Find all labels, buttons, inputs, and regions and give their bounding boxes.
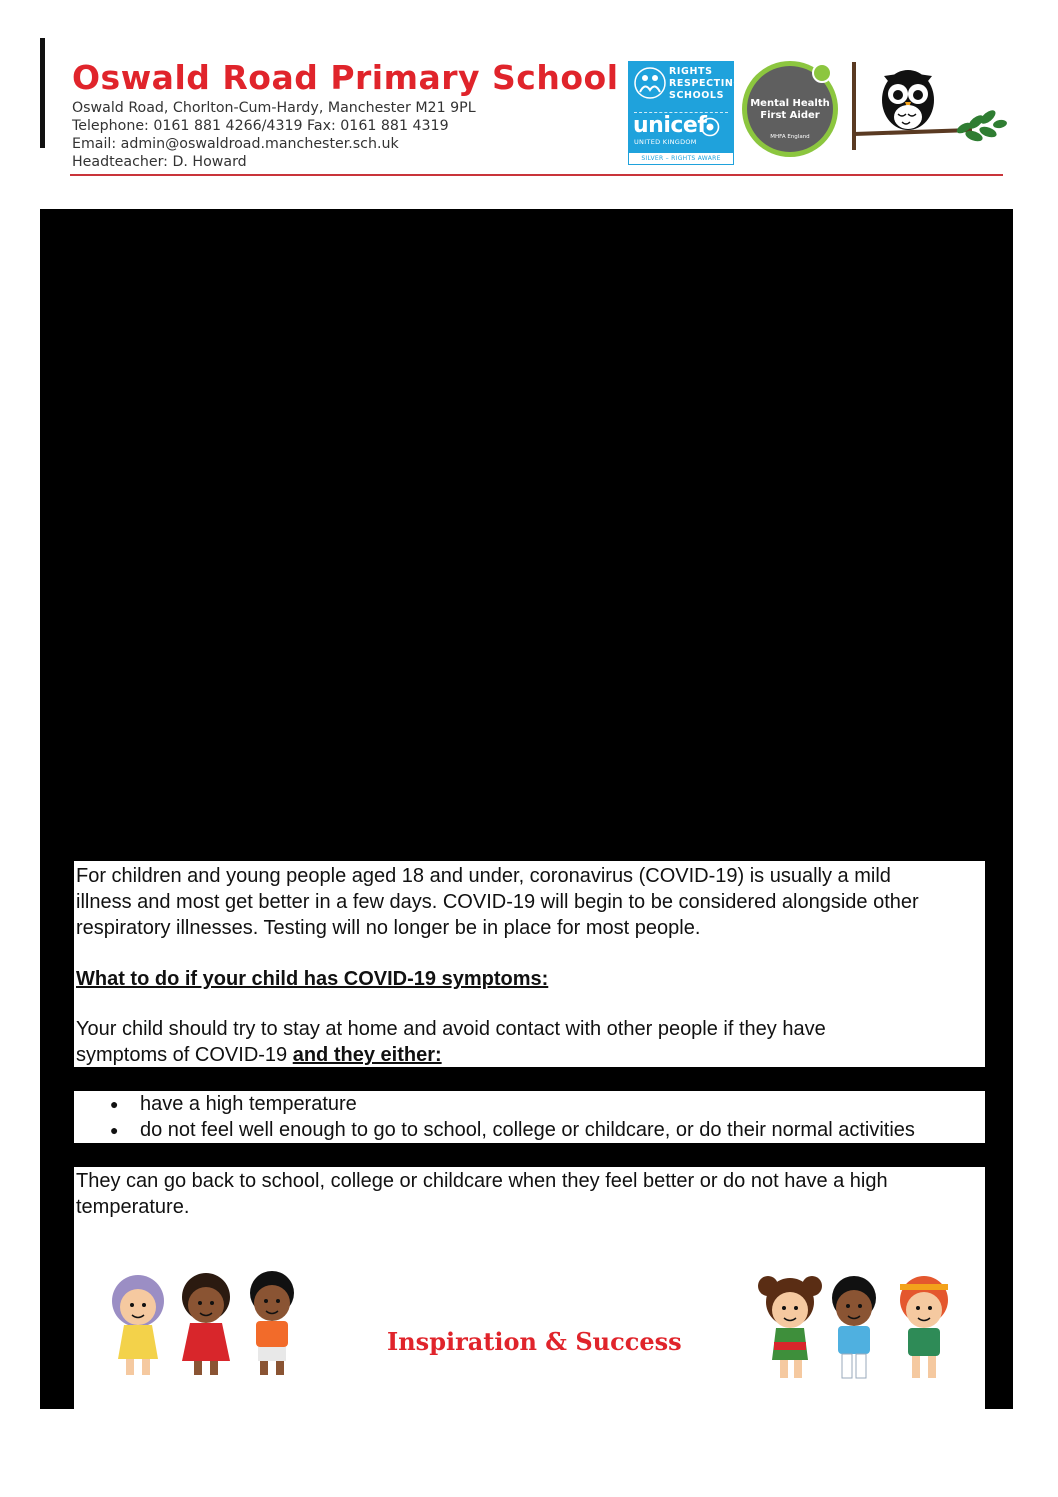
symptom-bullet-list — [74, 1091, 985, 1143]
mhfa-label-3: MHFA England — [770, 134, 810, 140]
unicef-globe-icon — [700, 117, 720, 137]
rrs-label-1: RIGHTS — [669, 66, 713, 77]
mhfa-label-2: First Aider — [760, 110, 820, 121]
return-line-2: temperature. — [76, 1196, 190, 1218]
intro-line-2: illness and most get better in a few days. COVID-19 will begin to be considered alongside other — [76, 891, 919, 913]
bullet-icon: ● — [110, 1122, 119, 1138]
return-line-1: They can go back to school, college or childcare when they feel better or do not have a high — [76, 1170, 888, 1192]
school-motto: Inspiration & Success — [387, 1327, 682, 1356]
black-gap-2 — [74, 1143, 985, 1167]
intro-line-1: For children and young people aged 18 and under, coronavirus (COVID-19) is usually a mild — [76, 865, 891, 887]
rights-respecting-schools-badge — [628, 61, 742, 165]
bullet-icon: ● — [110, 1096, 119, 1112]
school-telephone: Telephone: 0161 881 4266/4319 Fax: 0161 881 4319 — [72, 118, 449, 134]
children-illustration-left — [96, 1265, 312, 1385]
owl-branch-logo — [852, 62, 1008, 154]
advice-line-2 — [76, 1042, 442, 1068]
return-to-school-box — [74, 1167, 985, 1244]
left-black-margin — [40, 861, 74, 1409]
mental-health-first-aider-badge — [742, 61, 838, 157]
children-illustration-right — [748, 1268, 966, 1390]
rrs-emblem-icon — [633, 66, 667, 100]
mhfa-leaf-icon — [812, 63, 832, 83]
redacted-block — [40, 209, 1013, 861]
mhfa-label-1: Mental Health — [750, 98, 830, 109]
left-margin-rule — [40, 38, 45, 148]
unicef-wordmark: unicef — [633, 113, 707, 138]
school-name: Oswald Road Primary School — [72, 58, 619, 97]
advice-line-1: Your child should try to stay at home and avoid contact with other people if they have — [76, 1018, 826, 1040]
advice-emphasis: and they either: — [292, 1044, 442, 1066]
rrs-label-2: RESPECTING — [669, 78, 742, 89]
unicef-country: UNITED KINGDOM — [634, 138, 697, 146]
symptoms-heading — [76, 966, 548, 992]
advice-line-2-text: symptoms of COVID-19 — [76, 1044, 293, 1066]
headteacher: Headteacher: D. Howard — [72, 154, 247, 170]
rrs-label-3: SCHOOLS — [669, 90, 725, 101]
bullet-text: do not feel well enough to go to school, college or childcare, or do their normal activities — [140, 1119, 915, 1141]
intro-line-3: respiratory illnesses. Testing will no longer be in place for most people. — [76, 917, 701, 939]
covid-guidance-box — [74, 861, 985, 1067]
right-black-margin — [985, 861, 1013, 1409]
school-email: Email: admin@oswaldroad.manchester.sch.uk — [72, 136, 399, 152]
bullet-text: have a high temperature — [140, 1093, 357, 1115]
symptoms-heading-text: What to do if your child has COVID-19 symptoms: — [76, 968, 549, 990]
header-divider — [70, 174, 1003, 176]
school-address: Oswald Road, Chorlton-Cum-Hardy, Manchester M21 9PL — [72, 100, 476, 116]
rrs-level: SILVER – RIGHTS AWARE — [628, 152, 734, 165]
black-gap-1 — [74, 1067, 985, 1091]
